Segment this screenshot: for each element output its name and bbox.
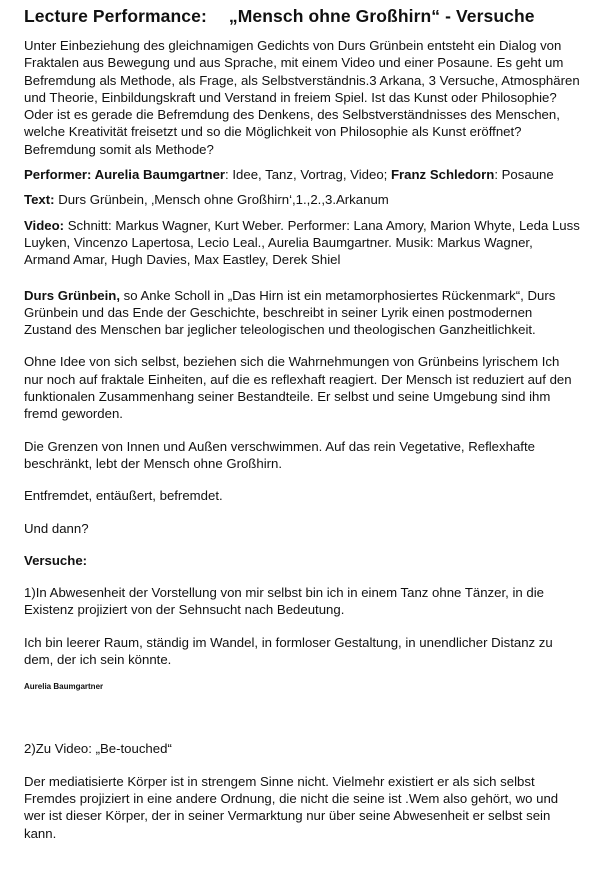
- video-credit: [24, 217, 580, 269]
- document-page: [24, 6, 580, 842]
- body-paragraph-2: Ohne Idee von sich selbst, beziehen sich die Wahrnehmungen von Grünbeins lyrischem Ich nur noch auf fraktale Einheiten, auf die es reflexhaft reagiert. Der Mensch ist reduziert auf den funktionalen Zusammenhang seiner Bestandteile. Er selbst und seine Umgebung sind ihm fremd geworden.: [24, 354, 572, 422]
- title-left: Lecture Performance:: [24, 6, 207, 26]
- intro-paragraph: Unter Einbeziehung des gleichnamigen Gedichts von Durs Grünbein entsteht ein Dialog von Fraktalen aus Bewegung und aus Sprache, mit einem Video und einer Posaune. Es geht um Befremdung als Methode, als Frage, als Selbstverständnis.3 Arkana, 3 Versuche, Atmosphären und Theorie, Einbildungskraft und Verstand in freiem Spiel. Ist das Kunst oder Philosophie? Oder ist es gerade die Befremdung des Denkens, des Selbstverständnisses des Menschen, welche Kreativität freisetzt und so die Möglichkeit von Philosophie als Kunst eröffnet? Befremdung somit als Methode?: [24, 38, 580, 157]
- video-value: Schnitt: Markus Wagner, Kurt Weber. Performer: Lana Amory, Marion Whyte, Leda Luss Luyken, Vincenzo Lapertosa, Lecio Leal., Aurelia Baumgartner. Musik: Markus Wagner, Armand Amar, Hugh Davies, Max Eastley, Derek Shiel: [24, 217, 580, 268]
- body-paragraph-1-text: so Anke Scholl in „Das Hirn ist ein metamorphosiertes Rückenmark“, Durs Grünbein und das Ende der Geschichte, beschreibt in seiner Lyrik einen postmodernen Zustand des Menschen bar jeglicher teleologischen und theologischen Ganzheitlichkeit.: [24, 287, 556, 338]
- author-name: Durs Grünbein,: [24, 287, 120, 303]
- performer2-label: Franz Schledorn: [390, 167, 495, 183]
- performer-text: : Idee, Tanz, Vortrag, Video;: [225, 167, 391, 183]
- performer-credit: [24, 166, 580, 183]
- title-right: „Mensch ohne Großhirn“ - Versuche: [228, 6, 535, 26]
- text-value: Durs Grünbein, ‚Mensch ohne Großhirn‘,1.,2.,3.Arkanum: [54, 192, 389, 208]
- signature: Aurelia Baumgartner: [24, 682, 104, 692]
- text-label: Text:: [24, 192, 55, 208]
- body-paragraph-4: Entfremdet, entäußert, befremdet.: [24, 488, 223, 504]
- body-paragraph-5: Und dann?: [24, 520, 89, 536]
- video-label: Video:: [24, 217, 65, 233]
- versuch-2-text: Der mediatisierte Körper ist in strengem Sinne nicht. Vielmehr existiert er als sich selbst Fremdes projiziert in eine andere Ordnung, die nicht die seine ist .Wem also gehört, wo und wer ist dieser Körper, der in seiner Vermarktung nur über seine Abwesenheit er selbst sein kann.: [24, 773, 559, 841]
- document-title: [24, 6, 580, 27]
- versuch-1: 1)In Abwesenheit der Vorstellung von mir selbst bin ich in einem Tanz ohne Tänzer, in die Existenz projiziert von der Sehnsucht nach Bedeutung.: [24, 585, 544, 618]
- text-credit: [24, 191, 580, 208]
- versuche-heading: Versuche:: [24, 552, 88, 568]
- performer2-text: : Posaune: [494, 167, 554, 183]
- versuch-2: 2)Zu Video: „Be-touched“: [24, 741, 172, 757]
- body-paragraph-3: Die Grenzen von Innen und Außen verschwimmen. Auf das rein Vegetative, Reflexhafte beschränkt, lebt der Mensch ohne Großhirn.: [24, 438, 535, 471]
- performer-label: Performer: Aurelia Baumgartner: [24, 167, 226, 183]
- body-paragraph-1: [24, 287, 580, 339]
- versuch-1-continued: Ich bin leerer Raum, ständig im Wandel, in formloser Gestaltung, in unendlicher Distanz zu dem, der ich sein könnte.: [24, 634, 553, 668]
